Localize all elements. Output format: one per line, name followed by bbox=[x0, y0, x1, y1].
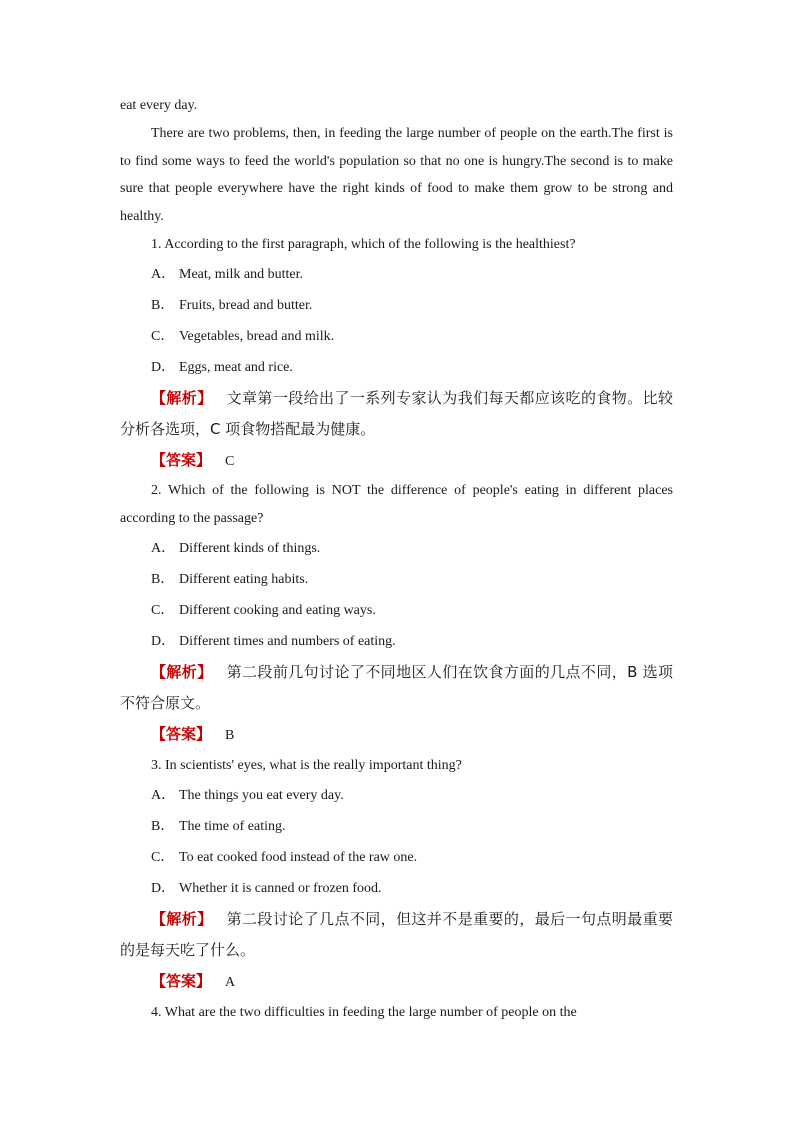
option-c: C． To eat cooked food instead of the raw one. bbox=[151, 850, 418, 865]
question-3-text: 3. In scientists' eyes, what is the really important thing? bbox=[151, 758, 462, 773]
analysis-label: 【解析】 bbox=[151, 389, 213, 407]
option-a: A． Different kinds of things. bbox=[151, 541, 321, 556]
option-a: A． Meat, milk and butter. bbox=[151, 267, 304, 282]
analysis-label: 【解析】 bbox=[151, 663, 213, 681]
option-b: B． Different eating habits. bbox=[151, 572, 309, 587]
analysis-label: 【解析】 bbox=[151, 910, 213, 928]
answer-label: 【答案】 bbox=[151, 972, 212, 990]
question-3-options bbox=[120, 780, 673, 904]
question-1-text: 1. According to the first paragraph, which of the following is the healthiest? bbox=[151, 237, 576, 252]
passage-line: eat every day. bbox=[120, 98, 198, 113]
question-4-text: 4. What are the two difficulties in feeding the large number of people on the bbox=[151, 1005, 577, 1020]
option-d: D． Eggs, meat and rice. bbox=[151, 360, 293, 375]
question-3-answer: 【答案】 A bbox=[151, 972, 236, 990]
question-2-options bbox=[120, 533, 673, 657]
question-1-options bbox=[120, 259, 673, 383]
option-b: B． Fruits, bread and butter. bbox=[151, 298, 313, 313]
passage-paragraph: There are two problems, then, in feeding the large number of people on the earth.The first is to find some ways to feed the world's population so that no one is hungry.The second is to make sure that people everywhere have the right kinds of food to make them grow to be strong and healthy. bbox=[120, 126, 673, 224]
document-page bbox=[120, 92, 673, 1027]
option-a: A． The things you eat every day. bbox=[151, 788, 344, 803]
option-c: C． Different cooking and eating ways. bbox=[151, 603, 376, 618]
question-2-analysis: 【解析】 第二段前几句讨论了不同地区人们在饮食方面的几点不同，B 选项不符合原文。 bbox=[120, 663, 673, 712]
option-d: D． Different times and numbers of eating. bbox=[151, 634, 396, 649]
option-b: B． The time of eating. bbox=[151, 819, 286, 834]
question-1-analysis: 【解析】 文章第一段给出了一系列专家认为我们每天都应该吃的食物。比较分析各选项，C 项食物搭配最为健康。 bbox=[120, 389, 673, 438]
question-2-text: 2. Which of the following is NOT the difference of people's eating in different places according to the passage? bbox=[120, 483, 673, 526]
question-1-answer: 【答案】 C bbox=[151, 451, 235, 469]
question-2-answer: 【答案】 B bbox=[151, 725, 235, 743]
option-d: D． Whether it is canned or frozen food. bbox=[151, 881, 382, 896]
answer-label: 【答案】 bbox=[151, 725, 212, 743]
question-3-analysis: 【解析】 第二段讨论了几点不同，但这并不是重要的，最后一句点明最重要的是每天吃了什么。 bbox=[120, 910, 673, 959]
option-c: C． Vegetables, bread and milk. bbox=[151, 329, 335, 344]
answer-label: 【答案】 bbox=[151, 451, 212, 469]
